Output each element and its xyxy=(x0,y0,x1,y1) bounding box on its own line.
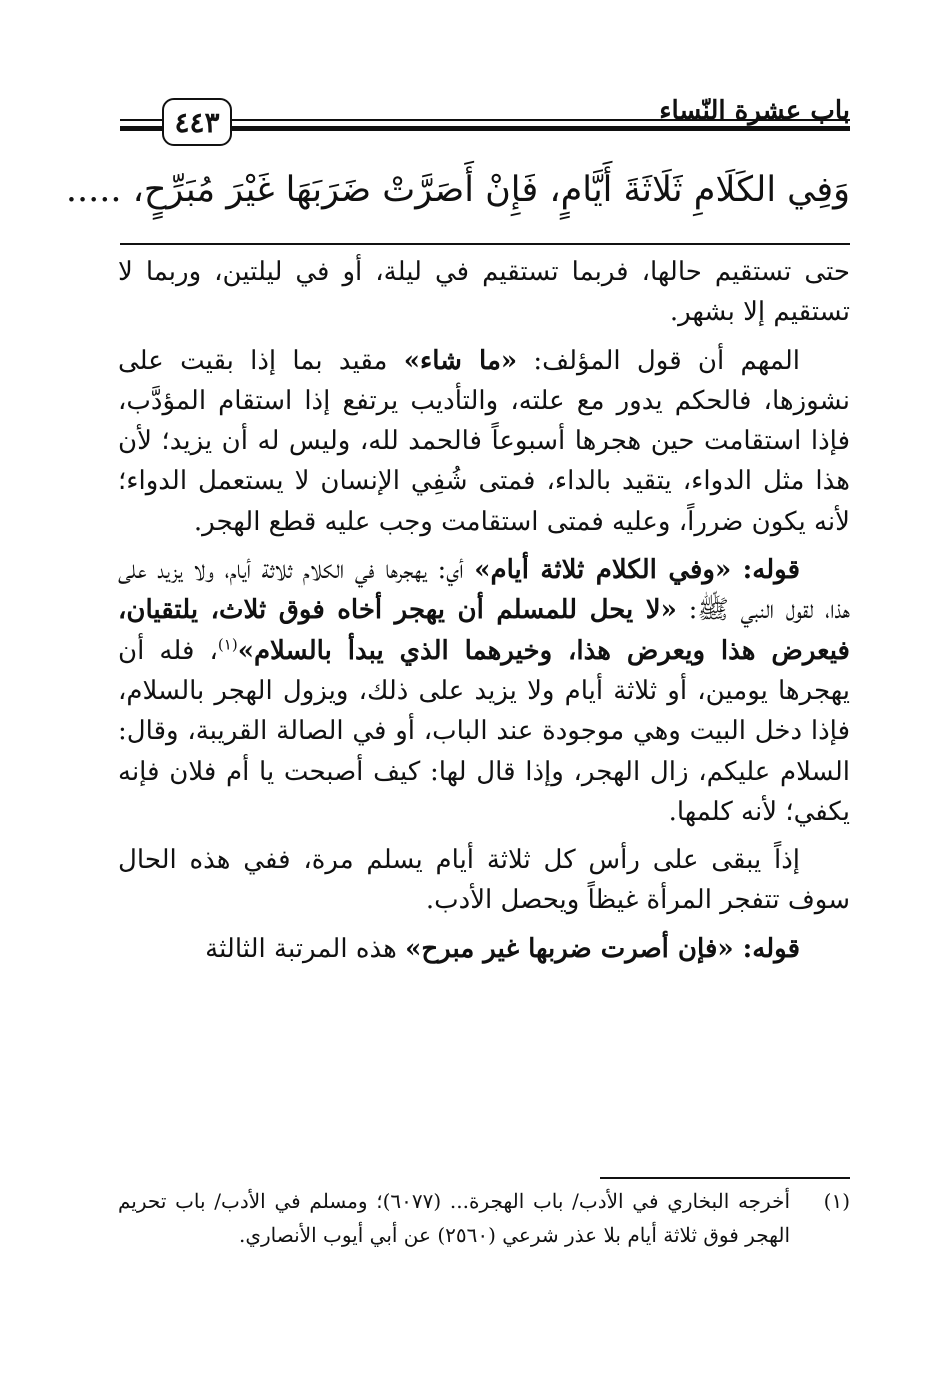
footnote-text: أخرجه البخاري في الأدب/ باب الهجرة... (٦٠٧٧)؛ ومسلم في الأدب/ باب تحريم الهجر فوق ثلاثة أيام بلا عذر شرعي (٢٥٦٠) عن أبي أيوب الأنصاري. xyxy=(118,1189,790,1247)
paragraph-5 xyxy=(118,929,850,969)
paragraph-3-text-b: ، فله أن يهجرها يومين، أو ثلاثة أيام ولا يزيد على ذلك، ويزول الهجر بالسلام، فإذا دخل البيت وهي موجودة عند الباب، أو في الصالة القريبة، وقال: السلام عليكم، زال الهجر، وإذا قال لها: كيف أصبحت يا أم فلان فإنه يكفي؛ لأنه كلمها. xyxy=(118,635,850,827)
paragraph-4: إذاً يبقى على رأس كل ثلاثة أيام يسلم مرة، ففي هذه الحال سوف تتفجر المرأة غيظاً ويحصل الأدب. xyxy=(118,845,850,916)
running-title: باب عشرة النّساء xyxy=(659,96,850,126)
footnote-rule xyxy=(600,1177,850,1179)
paragraph-3 xyxy=(118,550,850,832)
matn-text: وَفِي الكَلَامِ ثَلَاثَةَ أَيَّامٍ، فَإِنْ أَصَرَّتْ ضَرَبَهَا غَيْرَ مُبَرِّحٍ، ..... xyxy=(65,170,850,210)
matn-rule xyxy=(120,243,850,245)
paragraph-5-text: هذه المرتبة الثالثة xyxy=(205,933,406,964)
hadith-text: «لا يحل للمسلم أن يهجر أخاه فوق ثلاث، يلتقيان، فيعرض هذا ويعرض هذا، وخيرهما الذي يبدأ بالسلام» xyxy=(118,595,850,666)
footnote-ref-1[interactable]: (١) xyxy=(217,635,238,654)
paragraph-2 xyxy=(118,341,850,542)
paragraph-1: حتى تستقيم حالها، فربما تستقيم في ليلة، أو في ليلتين، وربما لا تستقيم إلا بشهر. xyxy=(118,257,850,328)
paragraph-2-quote: «ما شاء» xyxy=(403,345,518,376)
paragraph-3-text-a: أي: يهجرها في الكلام ثلاثة أيام، ولا يزيد على هذا، لقول النبي ﷺ: xyxy=(118,555,850,626)
paragraph-3-quote: «وفي الكلام ثلاثة أيام» xyxy=(474,555,732,586)
paragraph-5-qawluhu: قوله: xyxy=(733,933,800,964)
paragraph-2-text-b: مقيد بما إذا بقيت على نشوزها، فالحكم يدور مع علته، والتأديب يرتفع إذا استقام المؤدَّب، فإذا استقامت حين هجرها أسبوعاً فالحمد لله، وليس له أن يزيد؛ لأن هذا مثل الدواء، يتقيد بالداء، فمتى شُفِي الإنسان لا يستعمل الدواء؛ لأنه يكون ضرراً، وعليه فمتى استقامت وجب عليه قطع الهجر. xyxy=(118,345,850,537)
paragraph-5-quote: «فإن أصرت ضربها غير مبرح» xyxy=(405,933,734,964)
commentary-body xyxy=(118,252,850,977)
footnote-1 xyxy=(118,1184,850,1252)
paragraph-2-text-a: المهم أن قول المؤلف: xyxy=(517,345,800,376)
page-number: ٤٤٣ xyxy=(162,98,232,146)
footnote-number: (١) xyxy=(823,1189,850,1213)
paragraph-3-qawluhu: قوله: xyxy=(731,555,801,586)
